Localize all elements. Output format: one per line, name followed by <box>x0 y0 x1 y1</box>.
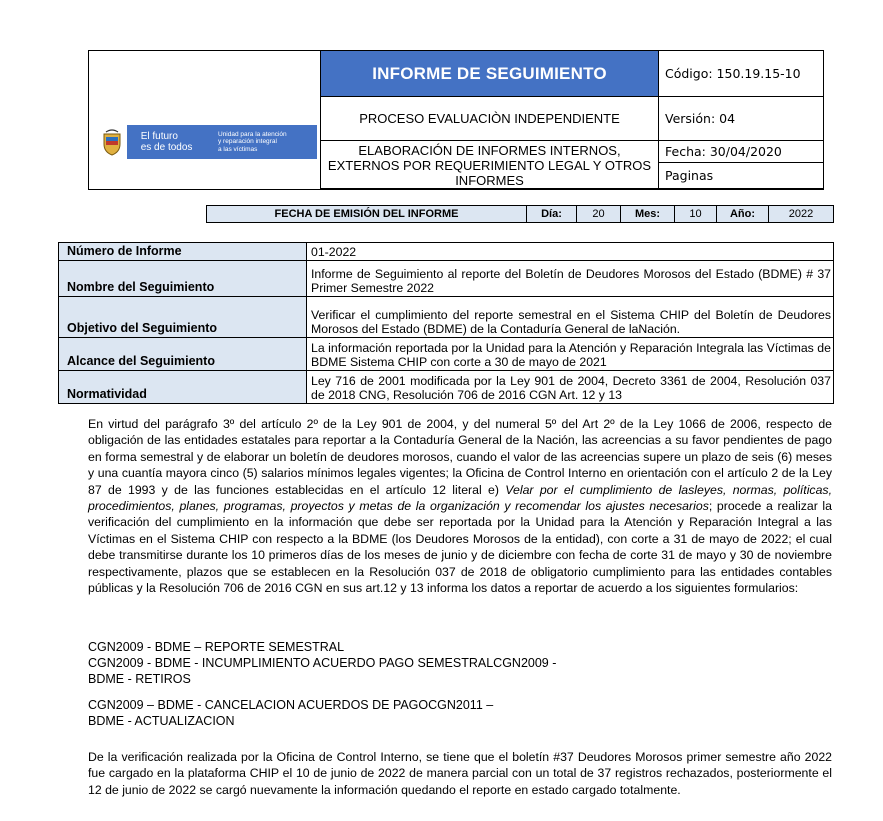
info-value: La información reportada por la Unidad para la Atención y Reparación Integrala las Víctimas de BDME Sistema CHIP con corte a 30 de mayo de 2021 <box>307 338 834 371</box>
table-row <box>59 338 834 371</box>
pages-cell <box>659 163 824 189</box>
intro-paragraph <box>88 416 832 596</box>
info-value: Ley 716 de 2001 modificada por la Ley 901 de 2004, Decreto 3361 de 2004, Resolución 037 de 2018 CNG, Resolución 706 de 2016 CGN Art. 12 y 13 <box>307 371 834 404</box>
info-value: 01-2022 <box>307 243 834 261</box>
info-key: Objetivo del Seguimiento <box>59 297 307 338</box>
table-row <box>59 371 834 404</box>
date-cell <box>659 141 824 163</box>
year-label: Año: <box>717 206 769 222</box>
intro-text-italic: Velar por el cumplimiento de lasleyes, normas, políticas, procedimientos, planes, programas, proyectos y metas de la organización y recomendar los ajustes necesarios <box>88 482 832 514</box>
emission-date-bar <box>206 205 834 223</box>
report-title-cell <box>321 51 659 97</box>
list-item: BDME - ACTUALIZACION <box>88 714 235 728</box>
info-key: Nombre del Seguimiento <box>59 261 307 297</box>
month-value: 10 <box>675 206 717 222</box>
table-row <box>59 261 834 297</box>
elaboration-cell <box>321 141 659 189</box>
info-key: Normatividad <box>59 371 307 404</box>
list-item: CGN2009 - BDME – REPORTE SEMESTRAL <box>88 640 345 654</box>
document-date: Fecha: 30/04/2020 <box>665 144 782 159</box>
info-key: Número de Informe <box>59 243 307 261</box>
info-key: Alcance del Seguimiento <box>59 338 307 371</box>
report-title: INFORME DE SEGUIMIENTO <box>372 63 607 83</box>
info-value: Verificar el cumplimiento del reporte semestral en el Sistema CHIP del Boletín de Deudores Morosos del Estado (BDME) de la Contaduría General de laNación. <box>307 297 834 338</box>
year-value: 2022 <box>788 208 814 220</box>
list-item: CGN2009 - BDME - INCUMPLIMIENTO ACUERDO PAGO SEMESTRALCGN2009 - <box>88 656 557 670</box>
process-cell <box>321 97 659 141</box>
document-header <box>88 50 824 190</box>
elaboration-text: ELABORACIÓN DE INFORMES INTERNOS, EXTERNOS POR REQUERIMIENTO LEGAL Y OTROS INFORMES <box>327 143 652 188</box>
verification-paragraph: De la verificación realizada por la Oficina de Control Interno, se tiene que el boletín #37 Deudores Morosos primer semestre año 2022 fue cargado en la plataforma CHIP el 10 de junio de 2022 de manera parcial con un total de 37 registros rechazados, posteriormente el 12 de junio de 2022 se cargó nuevamente la información quedando el reporte en estado cargado totalmente. <box>88 750 832 797</box>
code-cell <box>659 51 824 97</box>
month-label: Mes: <box>621 206 675 222</box>
document-code: Código: 150.19.15-10 <box>665 66 801 81</box>
document-pages: Paginas <box>665 168 714 183</box>
logo-cell <box>89 51 321 189</box>
logo-line2: es de todos <box>140 142 193 153</box>
table-row <box>59 297 834 338</box>
logo-line1: El futuro <box>140 131 178 142</box>
report-info-table <box>58 242 834 404</box>
unit-line2: y reparación integral <box>218 138 277 146</box>
emission-label: FECHA DE EMISIÓN DEL INFORME <box>207 206 527 222</box>
intro-text-a: En virtud del parágrafo 3º del artículo 2º de la Ley 901 de 2004, y del numeral 5º del Art 2º de la Ley 1066 de 2006, respecto de obligación de las entidades estatales para reportar a la Contaduría General de la Nación, las acreencias a su favor pendientes de pago en forma semestral y de elaborar un boletín de deudores morosos, cuando el valor de las acreencias supere un plazo de seis (6) meses y una cuantía mayora cinco (5) salarios mínimos legales vigentes; la Oficina de Control Interno en orientación con el artículo 2 de la Ley 87 de 1993 y de las funciones establecidas en el artículo 12 literal e) <box>88 417 832 497</box>
forms-list-2 <box>88 697 832 729</box>
document-version: Versión: 04 <box>665 111 736 126</box>
process-name: PROCESO EVALUACIÒN INDEPENDIENTE <box>359 111 620 126</box>
forms-list-1 <box>88 639 832 687</box>
info-value: Informe de Seguimiento al reporte del Boletín de Deudores Morosos del Estado (BDME) # 37 Primer Semestre 2022 <box>307 261 834 297</box>
version-cell <box>659 97 824 141</box>
unit-line3: a las víctimas <box>218 145 258 153</box>
government-logo <box>97 125 317 159</box>
list-item: CGN2009 – BDME - CANCELACION ACUERDOS DE PAGOCGN2011 – <box>88 698 494 712</box>
table-row <box>59 243 834 261</box>
day-value: 20 <box>577 206 621 222</box>
day-label: Día: <box>527 206 577 222</box>
unit-line1: Unidad para la atención <box>218 130 287 138</box>
coat-of-arms-icon <box>97 125 127 159</box>
list-item: BDME - RETIROS <box>88 672 191 686</box>
intro-text-b: ; procede a realizar la verificación del cumplimiento en la información que debe ser reportada por la Unidad para la Atención y Reparación Integral a las Víctimas en el Sistema CHIP con respecto a la BDME (los Deudores Morosos de la entidad), con corte a 31 de mayo de 2022; el cual debe transmitirse durante los 10 primeros días de los meses de junio y de diciembre con fecha de corte 31 de mayo y 30 de noviembre respectivamente, plazos que se establecen en la Resolución 037 de 2018 de obligatorio cumplimiento para las entidades contables públicas y la Resolución 706 de 2016 CGN en sus art.12 y 13 informa los datos a reportar de acuerdo a los siguientes formularios: <box>88 499 832 596</box>
